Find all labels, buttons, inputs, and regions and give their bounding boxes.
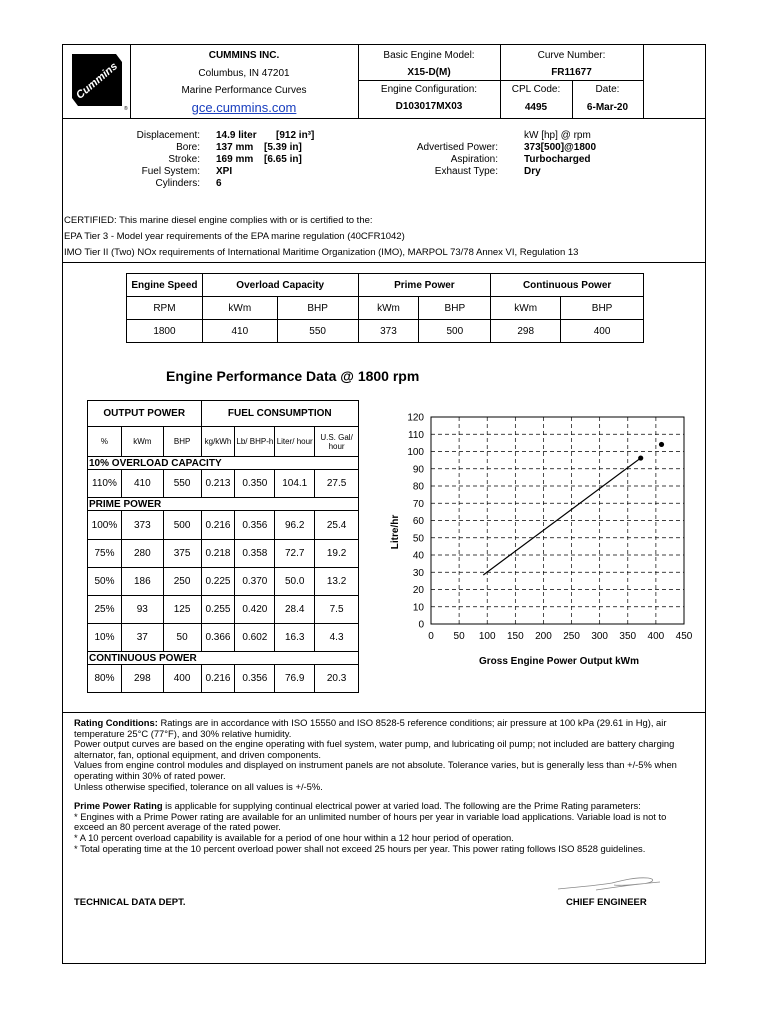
table-cell: 50.0 (275, 568, 315, 596)
prime-rating-label: Prime Power Rating (74, 800, 163, 812)
table-cell: 96.2 (275, 511, 315, 540)
table-cell: 110% (88, 470, 122, 498)
x-tick-label: 50 (453, 631, 465, 642)
unit-cell: RPM (127, 297, 203, 320)
x-tick-label: 0 (428, 631, 434, 642)
header-prime: Prime Power (358, 274, 491, 297)
y-tick-label: 60 (412, 516, 424, 527)
table-cell: 19.2 (315, 540, 359, 568)
y-tick-label: 80 (412, 481, 424, 493)
ratings-units-row (127, 297, 644, 320)
certification-line: CERTIFIED: This marine diesel engine complies with or is certified to the: (64, 215, 373, 226)
date-label: Date: (595, 84, 620, 95)
note-bullet: * Total operating time at the 10 percent overload power shall not exceed 25 hours per year. This power rating follows ISO 8528 guidelines. (74, 842, 646, 854)
table-cell: 50% (88, 568, 122, 596)
unit-cell: BHP (561, 297, 644, 320)
header-continuous: Continuous Power (491, 274, 644, 297)
x-tick-label: 150 (506, 631, 524, 642)
curve-number-value: FR11677 (551, 67, 592, 78)
table-cell: 0.216 (201, 665, 235, 693)
y-tick-label: 100 (407, 447, 424, 458)
spec-label: Displacement: (136, 130, 200, 141)
value-cell: 550 (277, 320, 358, 343)
curve-divider (643, 44, 644, 118)
unit-cell: BHP (419, 297, 491, 320)
note-line: Unless otherwise specified, tolerance on all values is +/-5%. (74, 780, 323, 792)
table-cell: 37 (121, 624, 163, 652)
specs-left (120, 130, 360, 190)
spec-extra: [912 in³] (276, 130, 315, 141)
rating-conditions-label: Rating Conditions: (74, 717, 158, 728)
table-cell: 0.350 (235, 470, 275, 498)
svg-text:®: ® (124, 106, 128, 112)
table-cell: 28.4 (275, 596, 315, 624)
table-cell: 93 (121, 596, 163, 624)
table-row (88, 624, 359, 652)
notes-top-rule (62, 712, 706, 713)
table-cell: 280 (121, 540, 163, 568)
table-cell: 7.5 (315, 596, 359, 624)
column-header-row (88, 427, 359, 457)
x-tick-label: 100 (478, 631, 496, 642)
col-header: Lb/ BHP-h (235, 427, 275, 457)
table-cell: 250 (163, 568, 201, 596)
company-name: CUMMINS INC. (208, 50, 280, 61)
data-point (659, 442, 664, 447)
table-cell: 0.366 (201, 624, 235, 652)
y-tick-label: 0 (418, 619, 424, 631)
table-row (88, 540, 359, 568)
y-tick-label: 90 (412, 464, 424, 476)
svg-text:Cummins: Cummins (73, 60, 121, 102)
table-cell: 4.3 (315, 624, 359, 652)
table-cell: 25% (88, 596, 122, 624)
ratings-values-row (127, 320, 644, 343)
table-cell: 76.9 (275, 665, 315, 693)
curve-number-label: Curve Number: (537, 50, 606, 61)
x-axis-label: Gross Engine Power Output kWm (478, 656, 640, 667)
spec-label: Cylinders: (155, 178, 200, 189)
technical-dept-label: TECHNICAL DATA DEPT. (74, 897, 186, 908)
table-cell: 500 (163, 511, 201, 540)
value-cell: 373 (358, 320, 419, 343)
table-cell: 0.358 (235, 540, 275, 568)
table-cell: 0.216 (201, 511, 235, 540)
config-label: Engine Configuration: (380, 84, 478, 95)
signature-mark (556, 874, 662, 894)
table-cell: 27.5 (315, 470, 359, 498)
spec-label: Bore: (176, 142, 200, 153)
spec-label: Fuel System: (141, 166, 200, 177)
table-cell: 0.218 (201, 540, 235, 568)
spec-value: Turbocharged (524, 154, 591, 165)
unit-cell: kWm (491, 297, 561, 320)
notes-block (74, 718, 696, 854)
value-cell: 500 (419, 320, 491, 343)
note-line: Power output curves are based on the engine operating with fuel system, water pump, and lubricating oil pump; not included are battery charging alternator, fan, optional equipment, and driven components. (74, 738, 675, 760)
table-cell: 50 (163, 624, 201, 652)
y-axis-label: Litre/hr (390, 514, 401, 550)
note-bullet: * Engines with a Prime Power rating are available for an unlimited number of hours per year in variable load applications. Variable load is not to exceed an 80 percent average of the rated power. (74, 810, 667, 833)
table-row (88, 511, 359, 540)
col-header: kg/kWh (201, 427, 235, 457)
table-cell: 410 (121, 470, 163, 498)
performance-title: Engine Performance Data @ 1800 rpm (166, 368, 420, 384)
power-units-header: kW [hp] @ rpm (524, 130, 591, 141)
spec-extra: [5.39 in] (264, 142, 302, 153)
table-cell: 75% (88, 540, 122, 568)
header-mid-rule (358, 80, 643, 81)
document-type: Marine Performance Curves (181, 85, 307, 96)
table-cell: 125 (163, 596, 201, 624)
basic-model-label: Basic Engine Model: (383, 50, 475, 61)
table-cell: 0.370 (235, 568, 275, 596)
x-tick-label: 350 (619, 631, 637, 642)
config-value: D103017MX03 (395, 101, 463, 112)
spec-extra: [6.65 in] (264, 154, 302, 165)
table-cell: 186 (121, 568, 163, 596)
table-cell: 104.1 (275, 470, 315, 498)
spec-value: 6 (216, 178, 222, 189)
spec-label: Advertised Power: (416, 142, 498, 153)
y-tick-label: 50 (412, 533, 424, 545)
table-row (88, 470, 359, 498)
section-header-row (88, 498, 359, 511)
ratings-header-row (127, 274, 644, 297)
unit-cell: kWm (358, 297, 419, 320)
value-cell: 298 (491, 320, 561, 343)
table-cell: 0.356 (235, 511, 275, 540)
company-city: Columbus, IN 47201 (198, 68, 290, 79)
y-tick-label: 120 (407, 412, 424, 424)
header-overload: Overload Capacity (202, 274, 358, 297)
spec-value: 137 mm (216, 142, 254, 153)
spec-value: 14.9 liter (216, 130, 257, 141)
data-point (638, 455, 643, 460)
table-cell: 550 (163, 470, 201, 498)
note-line: Values from engine control modules and displayed on instrument panels are not absolute. Tolerance varies, but is generally less than +/-5% when operating within 30% of rated power. (74, 759, 677, 781)
rating-conditions-text: Ratings are in accordance with ISO 15550 and ISO 8528-5 reference conditions; air pressure at 100 kPa (29.61 in Hg), air temperature 25°C (77°F), and 30% relative humidity. (74, 717, 667, 739)
col-header: BHP (163, 427, 201, 457)
basic-model-value: X15-D(M) (407, 67, 451, 78)
note-bullet: * A 10 percent overload capability is available for a period of one hour within a 12 hour period of operation. (74, 831, 514, 843)
table-cell: 10% (88, 624, 122, 652)
table-cell: 0.255 (201, 596, 235, 624)
spec-value: Dry (524, 166, 541, 177)
fuel-consumption-header: FUEL CONSUMPTION (201, 401, 359, 427)
cpl-value: 4495 (524, 102, 548, 113)
unit-cell: kWm (202, 297, 277, 320)
y-tick-label: 70 (412, 498, 424, 510)
table-cell: 400 (163, 665, 201, 693)
cummins-logo (64, 48, 128, 114)
section-header-row (88, 652, 359, 665)
header-bottom-rule (62, 118, 706, 119)
header-engine-speed: Engine Speed (127, 274, 203, 297)
chief-engineer-label: CHIEF ENGINEER (566, 897, 647, 908)
spec-label: Stroke: (168, 154, 200, 165)
x-tick-label: 300 (591, 631, 609, 642)
table-cell: 13.2 (315, 568, 359, 596)
x-tick-label: 400 (647, 631, 665, 642)
x-tick-label: 250 (563, 631, 580, 642)
col-header: Liter/ hour (275, 427, 315, 457)
y-tick-label: 110 (408, 429, 424, 441)
table-row (88, 568, 359, 596)
table-cell: 0.420 (235, 596, 275, 624)
table-cell: 298 (121, 665, 163, 693)
spec-label: Exhaust Type: (434, 166, 498, 177)
group-header-row (88, 401, 359, 427)
performance-table (87, 400, 359, 693)
cpl-label: CPL Code: (511, 84, 561, 95)
unit-cell: BHP (277, 297, 358, 320)
table-cell: 80% (88, 665, 122, 693)
table-cell: 0.225 (201, 568, 235, 596)
y-tick-label: 10 (412, 602, 424, 614)
spec-value: 373[500]@1800 (524, 142, 597, 153)
col-header: U.S. Gal/ hour (315, 427, 359, 457)
x-tick-label: 450 (675, 631, 693, 642)
table-row (88, 596, 359, 624)
value-cell: 1800 (127, 320, 203, 343)
y-tick-label: 30 (412, 567, 424, 579)
table-cell: 0.356 (235, 665, 275, 693)
prime-rating-text: is applicable for supplying continual electrical power at varied load. The following are the Prime Rating parameters: (162, 800, 641, 812)
table-cell: 25.4 (315, 511, 359, 540)
fuel-consumption-chart (370, 405, 700, 675)
table-cell: 16.3 (275, 624, 315, 652)
spec-value: XPI (216, 166, 233, 177)
table-cell: 373 (121, 511, 163, 540)
certification-line: EPA Tier 3 - Model year requirements of the EPA marine regulation (40CFR1042) (64, 231, 405, 242)
website-link[interactable]: gce.cummins.com (191, 100, 297, 115)
output-power-header: OUTPUT POWER (88, 401, 202, 427)
section-title: CONTINUOUS POWER (88, 652, 359, 665)
date-value: 6-Mar-20 (586, 102, 629, 113)
value-cell: 410 (202, 320, 277, 343)
table-cell: 375 (163, 540, 201, 568)
spec-value: 169 mm (216, 154, 254, 165)
table-cell: 20.3 (315, 665, 359, 693)
certification-block (64, 213, 704, 261)
fuel-curve-line (483, 458, 640, 575)
cert-bottom-rule (62, 262, 706, 263)
specs-right (380, 130, 680, 178)
section-header-row (88, 457, 359, 470)
table-cell: 0.213 (201, 470, 235, 498)
spec-label: Aspiration: (450, 154, 498, 165)
x-tick-label: 200 (535, 631, 552, 642)
certification-line: IMO Tier II (Two) NOx requirements of International Maritime Organization (IMO), MARPOL 73/78 Annex VI, Regulation 13 (64, 247, 579, 258)
value-cell: 400 (561, 320, 644, 343)
table-cell: 72.7 (275, 540, 315, 568)
table-row (88, 665, 359, 693)
col-header: % (88, 427, 122, 457)
section-title: 10% OVERLOAD CAPACITY (88, 457, 359, 470)
y-tick-label: 40 (412, 550, 424, 562)
table-cell: 0.602 (235, 624, 275, 652)
col-header: kWm (121, 427, 163, 457)
table-cell: 100% (88, 511, 122, 540)
y-tick-label: 20 (412, 585, 424, 596)
section-title: PRIME POWER (88, 498, 359, 511)
ratings-table (126, 273, 644, 343)
